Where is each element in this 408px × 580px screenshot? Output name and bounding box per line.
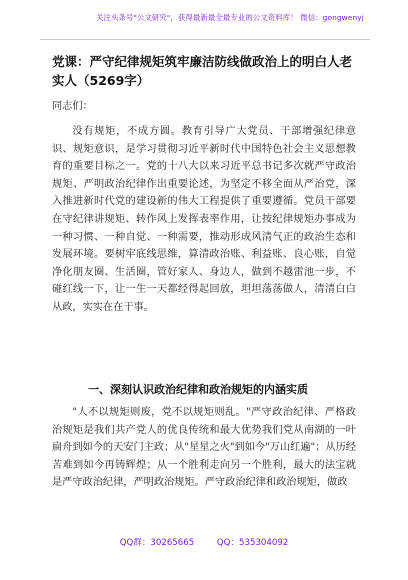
header-divider bbox=[40, 39, 370, 40]
section-heading: 一、深刻认识政治纪律和政治规矩的内涵实质 bbox=[88, 383, 308, 396]
body-paragraph: "人不以规矩则废，党不以规矩则乱。"严守政治纪律、严格政治规矩是我们共产党人的优良传统和最大优势我们党从南湖的一叶扁舟到如今的天安门主政；从"星星之火"到如今"万山红遍"；从历经苦难到如今再铸辉煌；从一个胜利走向另一个胜利，最大的法宝就是严守政治纪律，严明政治规矩。严守政治纪律和政治规矩，做政 bbox=[52, 407, 356, 489]
document-title: 党课：严守纪律规矩筑牢廉洁防线做政治上的明白人老实人（5269字） bbox=[52, 54, 353, 88]
body-paragraph: 没有规矩，不成方圆。教育引导广大党员、干部增强纪律意识、规矩意识，是学习贯彻习近平新时代中国特色社会主义思想教育的重要目标之一。党的十八大以来习近平总书记多次就严守政治规矩、严明政治纪律作出重要论述，为坚定不移全面从严治党，深入推进新时代党的建设新的伟大工程提供了重要遵循。党员干部要在守纪律讲规矩、转作风上发挥表率作用，让按纪律规矩办事成为一种习惯、一种自觉、一种需要，推动形成风清气正的政治生态和发展环境。要树牢底线思维，算清政治账、利益账、良心账，自觉净化朋友圈、生活圈，管好家人、身边人，做到不越雷池一步，不碰红线一下，让一生一天都经得起回放，坦坦荡荡做人，清清白白从政，实实在在干事。 bbox=[52, 126, 356, 313]
salutation: 同志们： bbox=[52, 101, 93, 112]
header-banner: 关注头条号"公文研究"，获得最新最全最专业的公文资料库！ 微信：gongwenyj bbox=[96, 13, 364, 22]
footer-contact bbox=[0, 536, 408, 548]
footer-qq: QQ：535304092 bbox=[216, 538, 289, 548]
footer-qq-group: QQ群：30265665 bbox=[119, 538, 195, 548]
